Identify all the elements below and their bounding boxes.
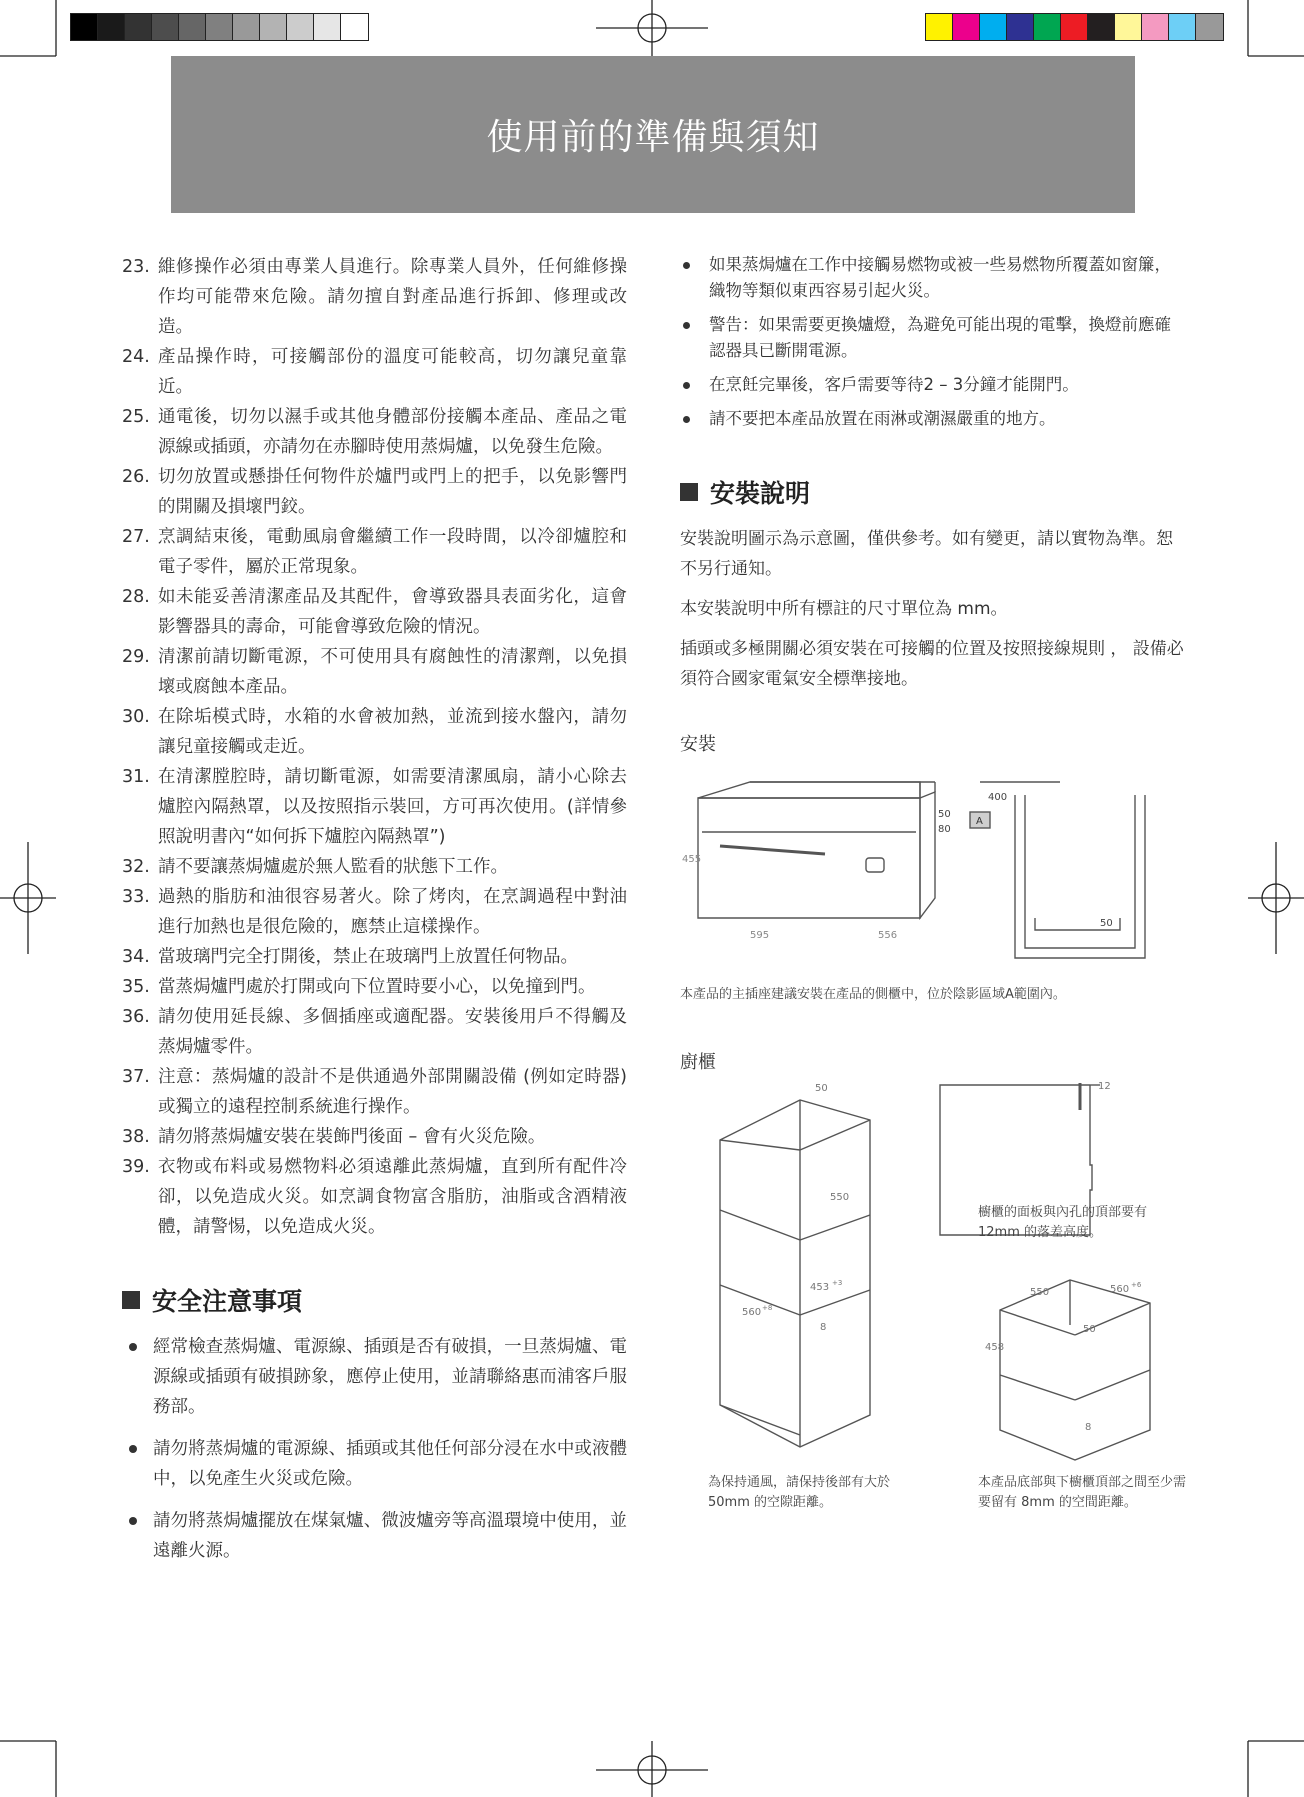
numbered-item [122, 642, 627, 702]
numbered-precautions-list [122, 252, 627, 1242]
safety-bullet [122, 1506, 627, 1566]
item-number: 35. [122, 977, 150, 997]
numbered-item [122, 1062, 627, 1122]
bullet-text: 在烹飪完畢後，客戶需要等待2 – 3分鐘才能開門。 [709, 375, 1079, 394]
installation-dimension-diagram [680, 770, 1180, 970]
cabinet-subheading: 廚櫃 [680, 1052, 716, 1073]
bullet-dot-icon [680, 312, 709, 364]
dim-height-tol: +3 [832, 1279, 843, 1287]
right-bullet [680, 252, 1185, 304]
numbered-item [122, 462, 627, 522]
dim-height: 453 [810, 1282, 830, 1293]
install-paragraph-3: 插頭或多極開關必須安裝在可接觸的位置及按照接線規則 ， 設備必須符合國家電氣安全標準接地。 [680, 639, 1184, 689]
item-text: 請不要讓蒸焗爐處於無人監看的狀態下工作。 [158, 857, 508, 877]
dim2-depth: 550 [1030, 1287, 1050, 1298]
numbered-item [122, 582, 627, 642]
dim-step: 12 [1098, 1081, 1111, 1092]
item-number: 29. [122, 647, 150, 667]
dim2-width: 560 [1110, 1284, 1130, 1295]
bullet-dot-icon [122, 1332, 153, 1422]
item-text: 衣物或布料或易燃物料必須遠離此蒸焗爐，直到所有配件冷卻，以免造成火災。如烹調食物富含脂肪，油脂或含酒精液體，請警惕，以免造成火災。 [158, 1157, 627, 1237]
item-number: 30. [122, 707, 150, 727]
step-height-caption: 櫥櫃的面板與內孔的頂部要有12mm 的落差高度。 [978, 1205, 1148, 1240]
item-text: 當蒸焗爐門處於打開或向下位置時要小心，以免撞到門。 [158, 977, 596, 997]
numbered-item [122, 702, 627, 762]
numbered-item [122, 762, 627, 852]
item-text: 切勿放置或懸掛任何物件於爐門或門上的把手，以免影響門的開關及損壞門鉸。 [158, 467, 627, 517]
item-text: 產品操作時，可接觸部份的溫度可能較高，切勿讓兒童靠近。 [158, 347, 627, 397]
item-number: 36. [122, 1007, 150, 1027]
numbered-item [122, 1122, 627, 1152]
install-paragraph-2: 本安裝說明中所有標註的尺寸單位為 mm。 [680, 599, 1008, 619]
bullet-text: 如果蒸焗爐在工作中接觸易燃物或被一些易燃物所覆蓋如窗簾，織物等類似東西容易引起火災。 [709, 255, 1171, 300]
safety-section-heading [122, 1282, 627, 1318]
item-number: 37. [122, 1067, 150, 1087]
safety-bullet-list [122, 1332, 627, 1566]
install-caption: 本產品的主插座建議安裝在產品的側櫃中，位於陰影區域A範圍內。 [680, 987, 1066, 1002]
install-subheading: 安裝 [680, 734, 716, 755]
section-square-icon [680, 483, 698, 501]
item-text: 清潔前請切斷電源，不可使用具有腐蝕性的清潔劑，以免損壞或腐蝕本產品。 [158, 647, 627, 697]
item-text: 在清潔膛腔時，請切斷電源，如需要清潔風扇，請小心除去爐腔內隔熱罩，以及按照指示裝回，方可再次使用。(詳情參照說明書內“如何拆下爐腔內隔熱罩”) [158, 767, 627, 847]
bullet-dot-icon [680, 252, 709, 304]
dim-cabinet-b: 80 [938, 824, 951, 835]
safety-bullet [122, 1434, 627, 1494]
install-section-heading [680, 474, 1185, 510]
dim-cabinet-top: 400 [988, 792, 1008, 803]
page-header-band [171, 56, 1135, 213]
item-text: 請勿使用延長線、多個插座或適配器。安裝後用戶不得觸及蒸焗爐零件。 [158, 1007, 627, 1057]
safety-bullet [122, 1332, 627, 1422]
bullet-dot-icon [680, 372, 709, 398]
zone-a-label: A [976, 816, 983, 827]
item-text: 在除垢模式時，水箱的水會被加熱，並流到接水盤內，請勿讓兒童接觸或走近。 [158, 707, 627, 757]
bullet-dot-icon [122, 1434, 153, 1494]
numbered-item [122, 522, 627, 582]
dim-width-tol: +8 [762, 1304, 773, 1312]
dim2-bottom: 8 [1085, 1422, 1092, 1433]
dim2-gap: 50 [1083, 1324, 1096, 1335]
item-number: 25. [122, 407, 150, 427]
numbered-item [122, 852, 627, 882]
dim-oven-width: 595 [750, 930, 770, 941]
item-number: 38. [122, 1127, 150, 1147]
dim-width: 560 [742, 1307, 762, 1318]
dim2-height: 458 [985, 1342, 1005, 1353]
dim-oven-depth: 556 [878, 930, 898, 941]
right-bullet [680, 312, 1185, 364]
item-text: 通電後，切勿以濕手或其他身體部份接觸本產品、產品之電源線或插頭，亦請勿在赤腳時使用蒸焗爐，以免發生危險。 [158, 407, 627, 457]
left-column [122, 252, 627, 1578]
cabinet-dimension-diagrams [680, 1075, 1200, 1475]
item-number: 34. [122, 947, 150, 967]
dim-top-gap: 50 [815, 1083, 828, 1094]
numbered-item [122, 1002, 627, 1062]
item-text: 注意：蒸焗爐的設計不是供通過外部開關設備 (例如定時器) 或獨立的遠程控制系統進行操作。 [158, 1067, 627, 1117]
dim-cabinet-bottom: 50 [1100, 918, 1113, 929]
numbered-item [122, 1152, 627, 1242]
item-number: 24. [122, 347, 150, 367]
bullet-text: 經常檢查蒸焗爐、電源線、插頭是否有破損，一旦蒸焗爐、電源線或插頭有破損跡象，應停止使用，並請聯絡惠而浦客戶服務部。 [153, 1337, 627, 1417]
bullet-dot-icon [122, 1506, 153, 1566]
bullet-text: 警告：如果需要更換爐燈，為避免可能出現的電擊，換燈前應確認器具已斷開電源。 [709, 315, 1171, 360]
dim-depth: 550 [830, 1192, 850, 1203]
numbered-item [122, 252, 627, 342]
install-heading-text: 安裝說明 [710, 479, 811, 508]
numbered-item [122, 972, 627, 1002]
page-title: 使用前的準備與須知 [486, 117, 820, 158]
item-number: 33. [122, 887, 150, 907]
bullet-text: 請勿將蒸焗爐的電源線、插頭或其他任何部分浸在水中或液體中，以免產生火災或危險。 [153, 1439, 627, 1489]
right-column [680, 252, 1185, 694]
item-number: 26. [122, 467, 150, 487]
bullet-dot-icon [680, 406, 709, 432]
install-paragraph-1: 安裝說明圖示為示意圖，僅供參考。如有變更，請以實物為準。恕不另行通知。 [680, 529, 1173, 579]
section-square-icon [122, 1291, 140, 1309]
item-text: 過熱的脂肪和油很容易著火。除了烤肉，在烹調過程中對油進行加熱也是很危險的，應禁止這樣操作。 [158, 887, 627, 937]
item-text: 烹調結束後，電動風扇會繼續工作一段時間，以冷卻爐腔和電子零件，屬於正常現象。 [158, 527, 627, 577]
right-bullet [680, 406, 1185, 432]
item-text: 如未能妥善清潔產品及其配件，會導致器具表面劣化，這會影響器具的壽命，可能會導致危險的情況。 [158, 587, 627, 637]
right-bullet [680, 372, 1185, 398]
numbered-item [122, 942, 627, 972]
dim-oven-height: 455 [682, 854, 702, 865]
bullet-text: 請勿將蒸焗爐擺放在煤氣爐、微波爐旁等高溫環境中使用，並遠離火源。 [153, 1511, 627, 1561]
item-number: 27. [122, 527, 150, 547]
item-text: 維修操作必須由專業人員進行。除專業人員外，任何維修操作均可能帶來危險。請勿擅自對產品進行拆卸、修理或改造。 [158, 257, 627, 337]
item-number: 31. [122, 767, 150, 787]
item-text: 請勿將蒸焗爐安裝在裝飾門後面 – 會有火災危險。 [158, 1127, 546, 1147]
dim-cabinet-a: 50 [938, 809, 951, 820]
numbered-item [122, 342, 627, 402]
item-number: 23. [122, 257, 150, 277]
right-bullet-list [680, 252, 1185, 432]
oven-front-outline [698, 798, 920, 918]
ventilation-caption: 為保持通風，請保持後部有大於 50mm 的空隙距離。 [708, 1475, 891, 1510]
safety-heading-text: 安全注意事項 [152, 1287, 303, 1316]
dim2-width-tol: +6 [1131, 1281, 1142, 1289]
bullet-text: 請不要把本產品放置在雨淋或潮濕嚴重的地方。 [709, 409, 1056, 428]
item-number: 39. [122, 1157, 150, 1177]
item-text: 當玻璃門完全打開後，禁止在玻璃門上放置任何物品。 [158, 947, 578, 967]
bottom-gap-caption: 本產品底部與下櫥櫃頂部之間至少需要留有 8mm 的空間距離。 [978, 1475, 1187, 1510]
numbered-item [122, 402, 627, 462]
item-number: 28. [122, 587, 150, 607]
numbered-item [122, 882, 627, 942]
item-number: 32. [122, 857, 150, 877]
dim-bottom: 8 [820, 1322, 827, 1333]
